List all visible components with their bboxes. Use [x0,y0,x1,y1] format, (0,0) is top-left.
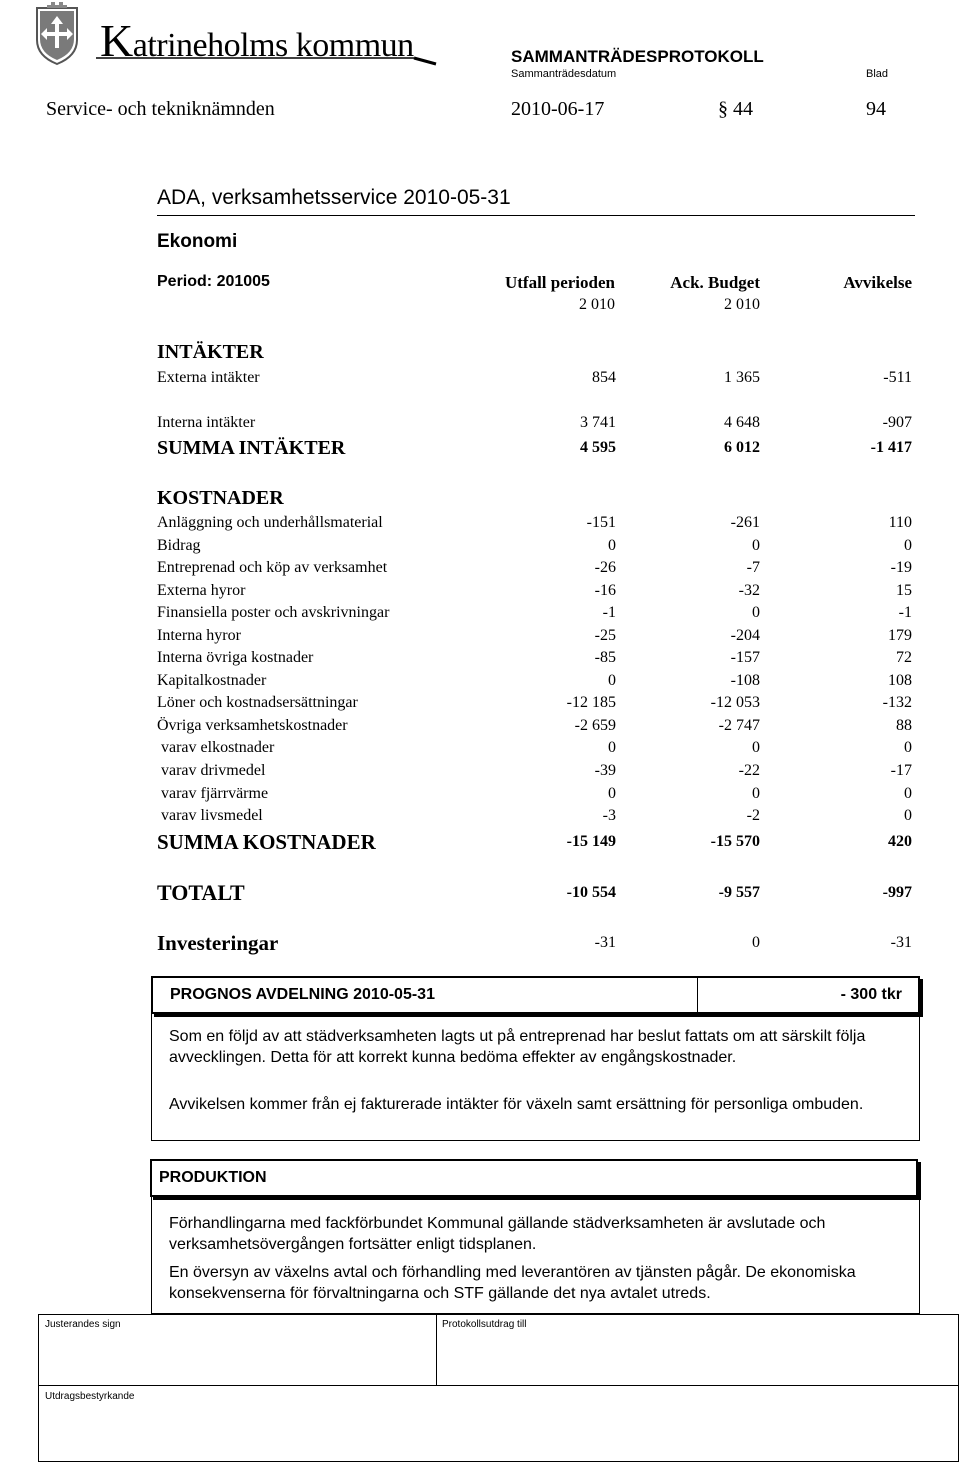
row-deviation: 72 [896,649,912,666]
row-actual: 0 [608,739,616,756]
table-row [157,537,914,559]
signature-divider [39,1385,958,1386]
row-label: TOTALT [157,880,245,905]
row-deviation: -19 [890,559,912,576]
row-label: varav fjärrvärme [161,785,269,802]
costs-total-row [157,830,914,855]
row-actual: -16 [594,582,616,599]
row-deviation: 110 [888,514,912,531]
row-actual: 854 [592,369,616,386]
municipality-crest-logo [33,2,81,66]
row-actual: 4 595 [580,439,616,456]
row-actual: 3 741 [580,414,616,431]
paragraph-value: 44 [733,98,753,120]
table-row [157,739,914,761]
row-budget: 0 [752,785,760,802]
row-actual: -26 [594,559,616,576]
row-budget: 6 012 [724,439,760,456]
row-label: Övriga verksamhetskostnader [157,717,348,734]
row-label: varav elkostnader [161,739,275,756]
forecast-title: PROGNOS AVDELNING 2010-05-31 [170,986,435,1003]
row-label: Kapitalkostnader [157,672,267,689]
meeting-date-label: Sammanträdesdatum [511,68,617,80]
grand-total-row [157,880,914,906]
income-heading: INTÄKTER [157,341,264,363]
table-row [157,414,914,436]
row-deviation: 108 [888,672,912,689]
logo-underline [96,56,440,66]
row-deviation: -907 [882,414,912,431]
row-actual: -3 [602,807,616,824]
production-paragraph: En översyn av växelns avtal och förhandling med leverantören av tjänsten pågår. De ekonomiska konsekvenserna för förvaltningarna och STF gällande det nya avtalet utreds. [169,1264,856,1302]
table-row [157,717,914,739]
page-label: Blad [866,68,889,80]
row-label: SUMMA KOSTNADER [157,830,376,854]
row-actual: 0 [608,785,616,802]
row-actual: -31 [594,934,616,951]
column-year-budget: 2 010 [724,296,760,313]
row-deviation: 0 [904,785,912,802]
period-label: Period: 201005 [157,273,270,290]
row-deviation: 0 [904,537,912,554]
row-deviation: 0 [904,807,912,824]
row-budget: 1 365 [724,369,760,386]
forecast-paragraph: Avvikelsen kommer från ej fakturerade intäkter för växeln samt ersättning för personliga ombuden. [169,1096,864,1113]
row-label: Finansiella poster och avskrivningar [157,604,390,621]
row-actual: 0 [608,672,616,689]
row-deviation: -511 [883,369,912,386]
row-deviation: 420 [888,833,912,850]
table-row [157,369,914,391]
row-actual: -2 659 [574,717,616,734]
production-header [150,1159,918,1197]
row-budget: 0 [752,739,760,756]
report-title: ADA, verksamhetsservice 2010-05-31 [157,186,511,209]
row-label: Investeringar [157,931,279,955]
page-number: 94 [866,98,886,120]
row-label: varav drivmedel [161,762,266,779]
row-actual: -10 554 [566,884,616,901]
row-actual: 0 [608,537,616,554]
row-actual: -85 [594,649,616,666]
row-actual: -1 [602,604,616,621]
paragraph-number [718,98,753,121]
row-budget: -157 [730,649,760,666]
table-row [157,559,914,581]
certify-label: Utdragsbestyrkande [45,1391,135,1402]
row-budget: -9 557 [718,884,760,901]
row-deviation: 88 [896,717,912,734]
row-label: varav livsmedel [161,807,263,824]
signature-grid [38,1314,959,1462]
forecast-body [151,1012,920,1141]
row-deviation: 15 [896,582,912,599]
row-budget: -2 [746,807,760,824]
row-actual: -12 185 [566,694,616,711]
extract-label: Protokollsutdrag till [442,1319,527,1330]
section-title: Ekonomi [157,231,238,252]
row-label: Interna hyror [157,627,241,644]
row-label: Interna intäkter [157,414,256,431]
paragraph-symbol: § [718,98,728,120]
table-row [157,807,914,829]
row-budget: 0 [752,934,760,951]
forecast-value: - 300 tkr [840,986,902,1003]
table-row [157,762,914,784]
row-deviation: 0 [904,739,912,756]
row-label: Bidrag [157,537,201,554]
row-label: Externa intäkter [157,369,260,386]
row-deviation: -1 [898,604,912,621]
production-paragraph: Förhandlingarna med fackförbundet Kommunal gällande städverksamheten är avslutade och verksamhetsövergången fortsätter enligt tidsplanen. [169,1215,826,1253]
committee-name: Service- och tekniknämnden [46,98,275,120]
column-header-budget: Ack. Budget [670,273,760,292]
row-budget: -22 [738,762,760,779]
row-deviation: -31 [890,934,912,951]
table-row [157,785,914,807]
column-header-actual: Utfall perioden [504,273,615,292]
row-budget: 4 648 [724,414,760,431]
row-deviation: -1 417 [870,439,912,456]
row-actual: -39 [594,762,616,779]
table-row [157,582,914,604]
row-budget: 0 [752,537,760,554]
row-budget: -15 570 [710,833,760,850]
row-deviation: -17 [890,762,912,779]
row-label: Interna övriga kostnader [157,649,314,666]
table-row [157,514,914,536]
protocol-title: SAMMANTRÄDESPROTOKOLL [511,47,764,66]
income-total-row [157,439,914,461]
row-actual: -151 [586,514,616,531]
table-row [157,604,914,626]
row-budget: -12 053 [710,694,760,711]
investments-row [157,931,914,956]
row-deviation: -132 [882,694,912,711]
table-row [157,694,914,716]
row-budget: -108 [730,672,760,689]
production-body [151,1196,920,1314]
row-deviation: 179 [888,627,912,644]
row-label: Löner och kostnadsersättningar [157,694,358,711]
row-actual: -25 [594,627,616,644]
row-label: Entreprenad och köp av verksamhet [157,559,388,576]
row-label: Anläggning och underhållsmaterial [157,514,383,531]
row-budget: -2 747 [718,717,760,734]
costs-heading: KOSTNADER [157,487,284,509]
row-label: Externa hyror [157,582,246,599]
table-row [157,649,914,671]
row-budget: 0 [752,604,760,621]
row-budget: -261 [730,514,760,531]
title-divider [157,215,915,216]
forecast-title-cell [153,978,698,1012]
column-year-actual: 2 010 [579,296,615,313]
table-row [157,672,914,694]
row-budget: -204 [730,627,760,644]
row-budget: -7 [746,559,760,576]
forecast-paragraph: Som en följd av att städverksamheten lagts ut på entreprenad har beslut fattats om att särskilt följa avvecklingen. Detta för att korrekt kunna bedöma effekter av engångskostnader. [169,1028,866,1066]
row-label: SUMMA INTÄKTER [157,437,346,459]
table-row [157,627,914,649]
production-title: PRODUKTION [159,1169,267,1186]
row-deviation: -997 [882,884,912,901]
municipality-initial: K [100,15,133,66]
forecast-header [151,976,920,1014]
meeting-date: 2010-06-17 [511,98,605,120]
signature-divider [436,1315,437,1385]
signature-label: Justerandes sign [45,1319,121,1330]
row-budget: -32 [738,582,760,599]
column-header-deviation: Avvikelse [843,273,912,292]
row-actual: -15 149 [566,833,616,850]
municipality-rest: atrineholms kommun [132,27,414,64]
